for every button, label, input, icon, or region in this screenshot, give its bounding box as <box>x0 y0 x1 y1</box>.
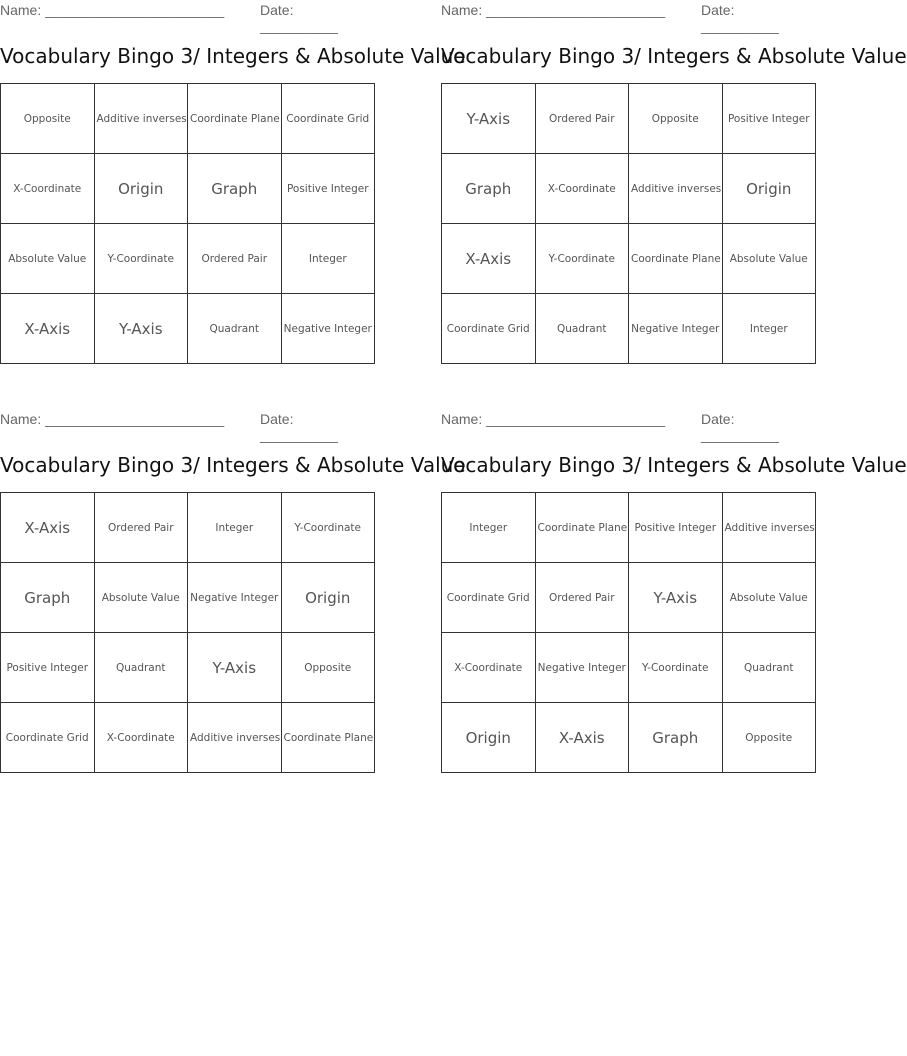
bingo-cell: Y-Axis <box>442 84 536 154</box>
name-line: Name: _______________________ <box>441 2 666 18</box>
grid-row <box>442 84 816 154</box>
bingo-cell: Ordered Pair <box>535 563 629 633</box>
bingo-cell: Opposite <box>1 84 95 154</box>
bingo-cell: Integer <box>442 493 536 563</box>
bingo-cell: Positive Integer <box>722 84 816 154</box>
bingo-cell: Additive inverses <box>94 84 188 154</box>
bingo-cell: Negative Integer <box>629 294 723 364</box>
card-title: Vocabulary Bingo 3/ Integers & Absolute Value <box>441 453 907 477</box>
grid-row <box>1 224 375 294</box>
bingo-cell: Negative Integer <box>535 633 629 703</box>
bingo-cell: Coordinate Plane <box>281 703 375 773</box>
grid-row <box>1 703 375 773</box>
bingo-cell: X-Axis <box>1 294 95 364</box>
bingo-cell: Origin <box>722 154 816 224</box>
grid-row <box>1 154 375 224</box>
bingo-cell: Positive Integer <box>1 633 95 703</box>
bingo-cell: X-Coordinate <box>94 703 188 773</box>
bingo-cell: X-Coordinate <box>1 154 95 224</box>
bingo-cell: Absolute Value <box>722 563 816 633</box>
bingo-card-3 <box>0 409 466 744</box>
bingo-card-2 <box>441 0 907 335</box>
bingo-cell: Absolute Value <box>94 563 188 633</box>
bingo-cell: Additive inverses <box>629 154 723 224</box>
bingo-card-1 <box>0 0 466 338</box>
bingo-cell: Ordered Pair <box>94 493 188 563</box>
bingo-grid <box>0 492 375 773</box>
card-title: Vocabulary Bingo 3/ Integers & Absolute Value <box>0 453 466 477</box>
name-date-row <box>0 0 375 34</box>
bingo-cell: Absolute Value <box>1 224 95 294</box>
bingo-cell: Graph <box>1 563 95 633</box>
grid-row <box>1 493 375 563</box>
grid-row <box>442 224 816 294</box>
bingo-cell: Y-Coordinate <box>629 633 723 703</box>
bingo-cell: Quadrant <box>94 633 188 703</box>
bingo-cell: Additive inverses <box>722 493 816 563</box>
card-title: Vocabulary Bingo 3/ Integers & Absolute Value <box>0 44 466 68</box>
name-line: Name: _______________________ <box>0 2 225 18</box>
bingo-cell: Quadrant <box>535 294 629 364</box>
bingo-cell: Coordinate Grid <box>281 84 375 154</box>
bingo-cell: Origin <box>442 703 536 773</box>
bingo-cell: Integer <box>281 224 375 294</box>
date-line: Date: __________ <box>260 2 338 34</box>
bingo-cell: X-Axis <box>442 224 536 294</box>
bingo-cell: Negative Integer <box>188 563 282 633</box>
bingo-cell: Integer <box>722 294 816 364</box>
bingo-cell: Y-Axis <box>188 633 282 703</box>
bingo-cell: Graph <box>442 154 536 224</box>
name-date-row <box>441 409 816 443</box>
bingo-cell: Quadrant <box>188 294 282 364</box>
bingo-card-4 <box>441 409 907 747</box>
grid-row <box>1 633 375 703</box>
bingo-cell: Absolute Value <box>722 224 816 294</box>
bingo-cell: Ordered Pair <box>188 224 282 294</box>
bingo-cell: Opposite <box>722 703 816 773</box>
grid-row <box>442 703 816 773</box>
bingo-cell: Quadrant <box>722 633 816 703</box>
bingo-grid <box>0 83 375 364</box>
bingo-cell: Integer <box>188 493 282 563</box>
bingo-cell: Coordinate Plane <box>188 84 282 154</box>
date-line: Date: __________ <box>701 411 779 443</box>
date-line: Date: __________ <box>260 411 338 443</box>
bingo-cell: Coordinate Grid <box>442 563 536 633</box>
bingo-cell: Graph <box>188 154 282 224</box>
bingo-cell: Additive inverses <box>188 703 282 773</box>
bingo-cell: Origin <box>94 154 188 224</box>
bingo-cell: Graph <box>629 703 723 773</box>
bingo-cell: Coordinate Grid <box>1 703 95 773</box>
bingo-cell: Coordinate Plane <box>535 493 629 563</box>
bingo-grid <box>441 492 816 773</box>
bingo-cell: Opposite <box>629 84 723 154</box>
grid-row <box>1 84 375 154</box>
bingo-cell: Y-Coordinate <box>281 493 375 563</box>
bingo-cell: Ordered Pair <box>535 84 629 154</box>
grid-row <box>442 154 816 224</box>
bingo-cell: Y-Axis <box>94 294 188 364</box>
grid-row <box>442 294 816 364</box>
bingo-cell: X-Coordinate <box>442 633 536 703</box>
bingo-cell: Origin <box>281 563 375 633</box>
name-line: Name: _______________________ <box>0 411 225 427</box>
grid-row <box>1 563 375 633</box>
bingo-grid <box>441 83 816 364</box>
bingo-cell: Coordinate Plane <box>629 224 723 294</box>
bingo-cell: Coordinate Grid <box>442 294 536 364</box>
grid-row <box>442 493 816 563</box>
name-date-row <box>0 409 375 443</box>
date-line: Date: __________ <box>701 2 779 34</box>
name-line: Name: _______________________ <box>441 411 666 427</box>
bingo-cell: X-Axis <box>1 493 95 563</box>
bingo-cell: Y-Coordinate <box>535 224 629 294</box>
bingo-cell: X-Coordinate <box>535 154 629 224</box>
bingo-cell: Positive Integer <box>629 493 723 563</box>
grid-row <box>442 563 816 633</box>
grid-row <box>1 294 375 364</box>
bingo-cell: Negative Integer <box>281 294 375 364</box>
card-title: Vocabulary Bingo 3/ Integers & Absolute Value <box>441 44 907 68</box>
bingo-cell: Y-Axis <box>629 563 723 633</box>
bingo-cell: Opposite <box>281 633 375 703</box>
grid-row <box>442 633 816 703</box>
name-date-row <box>441 0 816 34</box>
bingo-cell: X-Axis <box>535 703 629 773</box>
bingo-cell: Y-Coordinate <box>94 224 188 294</box>
bingo-cell: Positive Integer <box>281 154 375 224</box>
